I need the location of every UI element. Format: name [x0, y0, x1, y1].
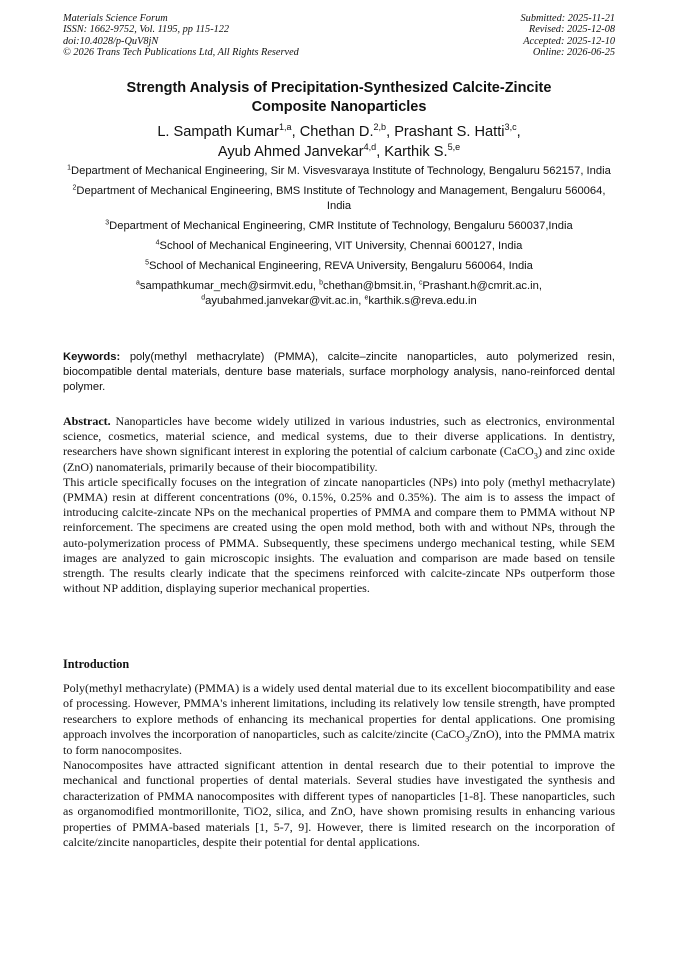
affiliation-4 [63, 239, 615, 254]
author-separator: , [516, 124, 521, 140]
revised-date: Revised: 2025-12-08 [528, 24, 615, 36]
abstract-text: Nanoparticles have become widely utilized in various industries, such as electronics, environmental science, cosmetics, material science, and medical systems, due to their diverse applications. In dentistry, researchers have shown significant interest in exploring the potential of calcium carbonate (CaCO [63, 414, 615, 459]
doi: doi:10.4028/p-QuV8jN [63, 35, 159, 47]
affiliation-5 [63, 259, 615, 274]
affiliation-number: 5 [145, 259, 149, 267]
paper-title [63, 79, 615, 117]
author-name: Prashant S. Hatti [394, 124, 505, 140]
email-line-2 [63, 294, 615, 309]
email-address[interactable]: Prashant.h@cmrit.ac.in, [422, 280, 542, 292]
author-affil-mark: 3,c [504, 122, 517, 133]
introduction-paragraph-2: Nanocomposites have attracted significant attention in dental research due to their potential to improve the mechanical and functional properties of dental materials. Several studies have investigated the synthesis and characterization of PMMA nanocomposites with different types of nanoparticles [1-8]. These nanoparticles, such as organomodified montmorillonite, TiO2, silica, and ZnO, have shown promising results in enhancing various properties of PMMA-based materials [1, 5-7, 9]. However, there is limited research on the incorporation of calcite/zincite nanoparticles, despite their potential for dental applications. [63, 758, 615, 850]
email-address[interactable]: karthik.s@reva.edu.in [368, 295, 477, 307]
email-list [63, 279, 615, 309]
affiliation-text: School of Mechanical Engineering, REVA University, Bengaluru 560064, India [148, 260, 533, 272]
affiliation-text: Department of Mechanical Engineering, CMR Institute of Technology, Bengaluru 560037,India [109, 220, 573, 232]
author-line-1 [63, 122, 615, 142]
affiliation-2 [63, 184, 615, 214]
email-mark: b [319, 279, 323, 287]
abstract-paragraph-2: This article specifically focuses on the integration of zincate nanoparticles (NPs) into poly (methyl methacrylate) (PMMA) resin at different concentrations (0%, 0.15%, 0.25% and 0.35%). The aim is to assess the impact of introducing calcite-zincate NPs on the mechanical properties of PMMA and compare them to PMMA without NP reinforcement. The specimens are created using the open mold method, both with and without NPs, through the auto-polymerization process of PMMA. Subsequently, these specimens undergo mechanical testing, while SEM images are analyzed to gain microscopic insights. The evaluation and comparison are made based on tensile strength. The results clearly indicate that the specimens reinforced with calcite-zincate NPs outperform those without NP addition, displaying superior mechanical properties. [63, 474, 615, 596]
title-line-1: Strength Analysis of Precipitation-Synthesized Calcite-Zincite [126, 80, 552, 96]
journal-info [63, 13, 299, 59]
author-affil-mark: 5,e [447, 142, 461, 153]
affiliation-text: School of Mechanical Engineering, VIT University, Chennai 600127, India [159, 240, 523, 252]
abstract-section [63, 414, 615, 596]
author-affil-mark: 2,b [373, 122, 387, 133]
affiliation-number: 1 [67, 164, 72, 172]
submitted-date: Submitted: 2025-11-21 [520, 13, 615, 24]
author-name: Karthik S. [384, 144, 448, 160]
copyright: © 2026 Trans Tech Publications Ltd, All Rights Reserved [63, 47, 299, 59]
email-mark: c [418, 279, 423, 287]
email-address[interactable]: chethan@bmsit.in, [323, 280, 419, 292]
introduction-text: /ZnO), into the PMMA matrix to form nanocomposites. [63, 727, 615, 757]
abstract-label: Abstract. [63, 414, 111, 428]
author-separator: , [386, 124, 395, 140]
title-line-2: Composite Nanoparticles [251, 99, 427, 115]
keywords-section [63, 350, 615, 395]
online-date: Online: 2026-06-25 [532, 47, 615, 59]
introduction-text: Poly(methyl methacrylate) (PMMA) is a widely used dental material due to its excellent biocompatibility and ease of processing. However, PMMA's inherent limitations, including its relatively low tensile strength, have prompted researchers to explore methods of enhancing its mechanical properties for dental applications. One promising approach involves the incorporation of nanoparticles, such as calcite/zincite (CaCO [63, 681, 615, 742]
author-name: Chethan D. [299, 124, 374, 140]
author-list [63, 122, 615, 162]
affiliation-text: Department of Mechanical Engineering, Sir M. Visvesvaraya Institute of Technology, Bengaluru 562157, India [71, 165, 611, 177]
author-affil-mark: 1,a [279, 122, 292, 133]
subscript: 3 [465, 734, 470, 744]
affiliation-1 [63, 164, 615, 179]
affiliation-text: Department of Mechanical Engineering, BMS Institute of Technology and Management, Bengaluru 560064, India [76, 185, 606, 212]
publication-dates [521, 13, 615, 59]
introduction-section [63, 681, 615, 850]
keywords-label: Keywords: [63, 351, 121, 363]
affiliations [63, 164, 615, 309]
author-separator: , [291, 124, 300, 140]
keywords-text: poly(methyl methacrylate) (PMMA), calcite–zincite nanoparticles, auto polymerized resin, biocompatible dental materials, denture base materials, surface morphology analysis, nano-reinforced dental polymer. [63, 351, 615, 393]
author-name: L. Sampath Kumar [157, 124, 279, 140]
author-affil-mark: 4,d [363, 142, 377, 153]
email-address[interactable]: ayubahmed.janvekar@vit.ac.in, [205, 295, 365, 307]
affiliation-number: 4 [155, 239, 160, 247]
email-mark: e [364, 294, 369, 302]
introduction-heading: Introduction [63, 657, 130, 671]
abstract-paragraph-1 [63, 414, 615, 475]
author-line-2 [63, 142, 615, 162]
accepted-date: Accepted: 2025-12-10 [523, 35, 615, 47]
abstract-text: ) and zinc oxide (ZnO) nanomaterials, primarily because of their biocompatibility. [63, 444, 615, 474]
issn-volume: ISSN: 1662-9752, Vol. 1195, pp 115-122 [63, 24, 230, 36]
email-address[interactable]: sampathkumar_mech@sirmvit.edu, [139, 280, 320, 292]
introduction-paragraph-1 [63, 681, 615, 758]
author-separator: , [376, 144, 385, 160]
email-mark: d [201, 294, 206, 302]
subscript: 3 [533, 451, 538, 461]
author-name: Ayub Ahmed Janvekar [217, 144, 364, 160]
journal-name: Materials Science Forum [63, 13, 168, 24]
affiliation-number: 3 [105, 219, 110, 227]
email-mark: a [136, 279, 140, 287]
email-line-1 [63, 279, 615, 294]
affiliation-3 [63, 219, 615, 234]
affiliation-number: 2 [72, 184, 77, 192]
